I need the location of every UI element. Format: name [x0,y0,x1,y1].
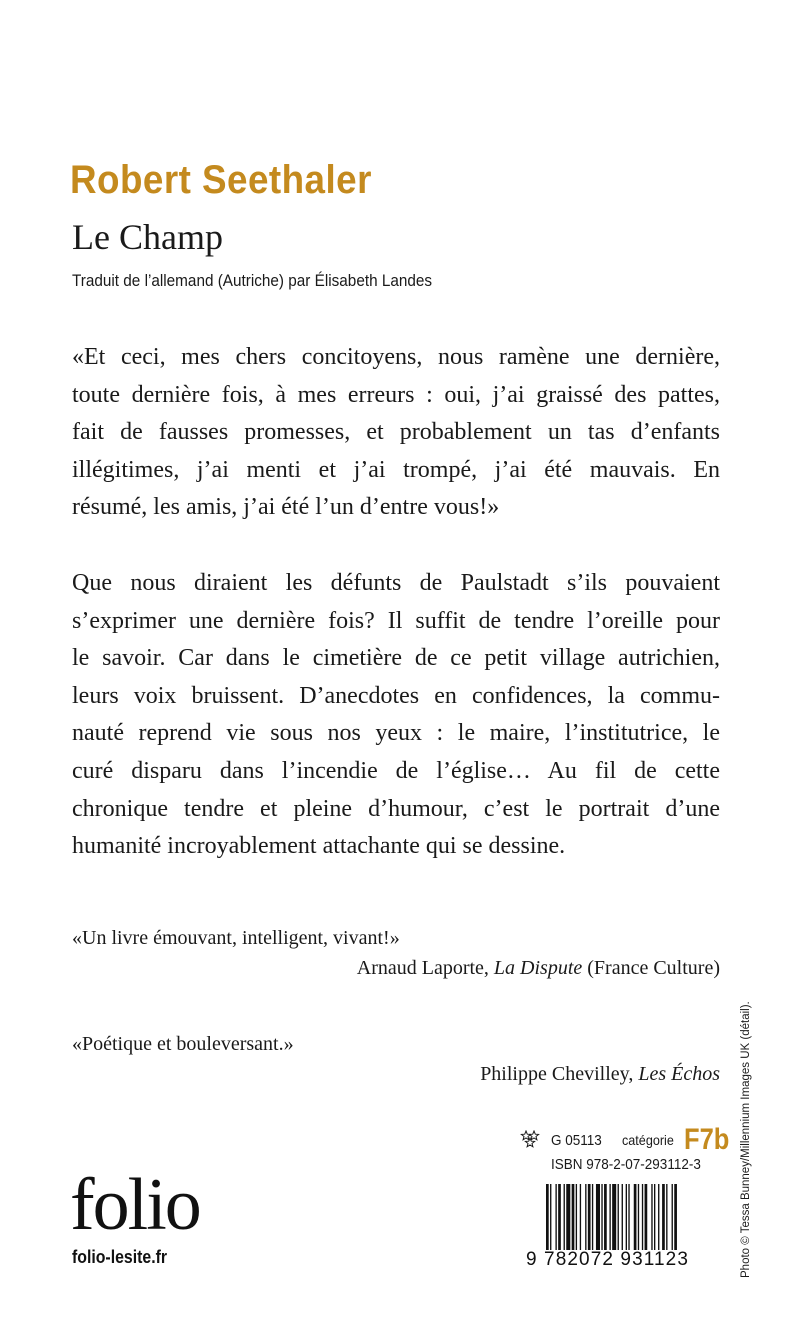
barcode-bar [592,1184,593,1250]
review-outlet: (France Culture) [582,957,720,979]
summary-line: Que nous diraient les défunts de Paulstadt s’ils pouvaient [72,570,720,596]
barcode-bar [645,1184,648,1250]
summary-line: s’exprimer une dernière fois? Il suffit de tendre l’oreille pour [72,607,720,634]
barcode-bar [662,1184,665,1250]
barcode-bar [628,1184,629,1250]
review-source [72,953,720,983]
barcode-bar [558,1184,561,1250]
barcode-bar [596,1184,600,1250]
barcode-digits: 9 782072 931123 [526,1249,690,1270]
barcode-bar [674,1184,677,1250]
catalog-codes [520,1123,730,1173]
book-summary [72,565,720,866]
barcode-bar [564,1184,565,1250]
barcode-bar [654,1184,655,1250]
summary-line: leurs voix bruissent. D’anecdotes en confidences, la commu- [72,682,720,709]
summary-line: chronique tendre et pleine d’humour, c’est le portrait d’une [72,795,720,822]
quote-line: toute dernière fois, à mes erreurs : oui, j’ai graissé des pattes, [72,381,720,408]
review-author: Philippe Chevilley, [480,1063,639,1085]
barcode-bar [672,1184,673,1250]
translator-credit: Traduit de l’allemand (Autriche) par Élisabeth Landes [72,271,433,290]
barcode-bar [555,1184,556,1250]
summary-line: le savoir. Car dans le cimetière de ce petit village autrichien, [72,645,720,672]
barcode-bar [626,1184,627,1250]
barcode-bar [585,1184,586,1250]
barcode-bar [666,1184,667,1250]
barcode-bar [588,1184,591,1250]
barcode-bar [576,1184,577,1250]
photo-credit: Photo © Tessa Bunney/Millennium Images UK (détail). [740,1001,752,1278]
barcode-bar [651,1184,652,1250]
catalog-number: G 05113 [551,1132,602,1149]
summary-line: humanité incroyablement attachante qui se dessine. [72,833,566,860]
quote-line: illégitimes, j’ai menti et j’ai trompé, j’ai été mauvais. En [72,456,720,483]
author-name: Robert Seethaler [70,158,372,202]
press-review [72,923,720,983]
barcode-bar [658,1184,659,1250]
summary-line: curé disparu dans l’incendie de l’église… Au fil de cette [72,757,720,784]
barcode-bar [580,1184,581,1250]
barcode-bar [612,1184,616,1250]
barcode-bar [634,1184,637,1250]
category-label: catégorie [622,1132,674,1148]
review-work: Les Échos [638,1063,720,1085]
review-source [72,1059,720,1089]
publisher-website: folio-lesite.fr [72,1247,168,1267]
review-work: La Dispute [493,957,583,979]
book-title: Le Champ [72,217,223,257]
quote-line: «Et ceci, mes chers concitoyens, nous ramène une dernière, [72,344,720,370]
barcode-bar [609,1184,610,1250]
quote-line: fait de fausses promesses, et probablement un tas d’enfants [72,419,720,446]
quote-line: résumé, les amis, j’ai été l’un d’entre vous!» [72,494,500,521]
category-code: F7b [684,1123,730,1156]
folio-logo: folio [70,1164,200,1246]
review-author: Arnaud Laporte, [356,957,494,979]
summary-line: nauté reprend vie sous nos yeux : le maire, l’institutrice, le [72,720,720,747]
barcode-bar [618,1184,619,1250]
barcode-bar [546,1184,549,1250]
barcode-bar [566,1184,570,1250]
barcode-bar [622,1184,623,1250]
press-review [72,1029,720,1089]
isbn: ISBN 978-2-07-293112-3 [551,1156,701,1173]
barcode-bars [544,1184,724,1250]
barcode-bar [572,1184,575,1250]
barcode-bar [638,1184,639,1250]
gallimard-stars-icon [520,1130,540,1148]
review-quote: «Poétique et bouleversant.» [72,1033,294,1055]
barcode-bar [601,1184,602,1250]
review-quote: «Un livre émouvant, intelligent, vivant!» [72,927,400,949]
barcode-bar [642,1184,643,1250]
opening-quote [72,339,720,527]
barcode-bar [604,1184,607,1250]
barcode-bar [550,1184,551,1250]
